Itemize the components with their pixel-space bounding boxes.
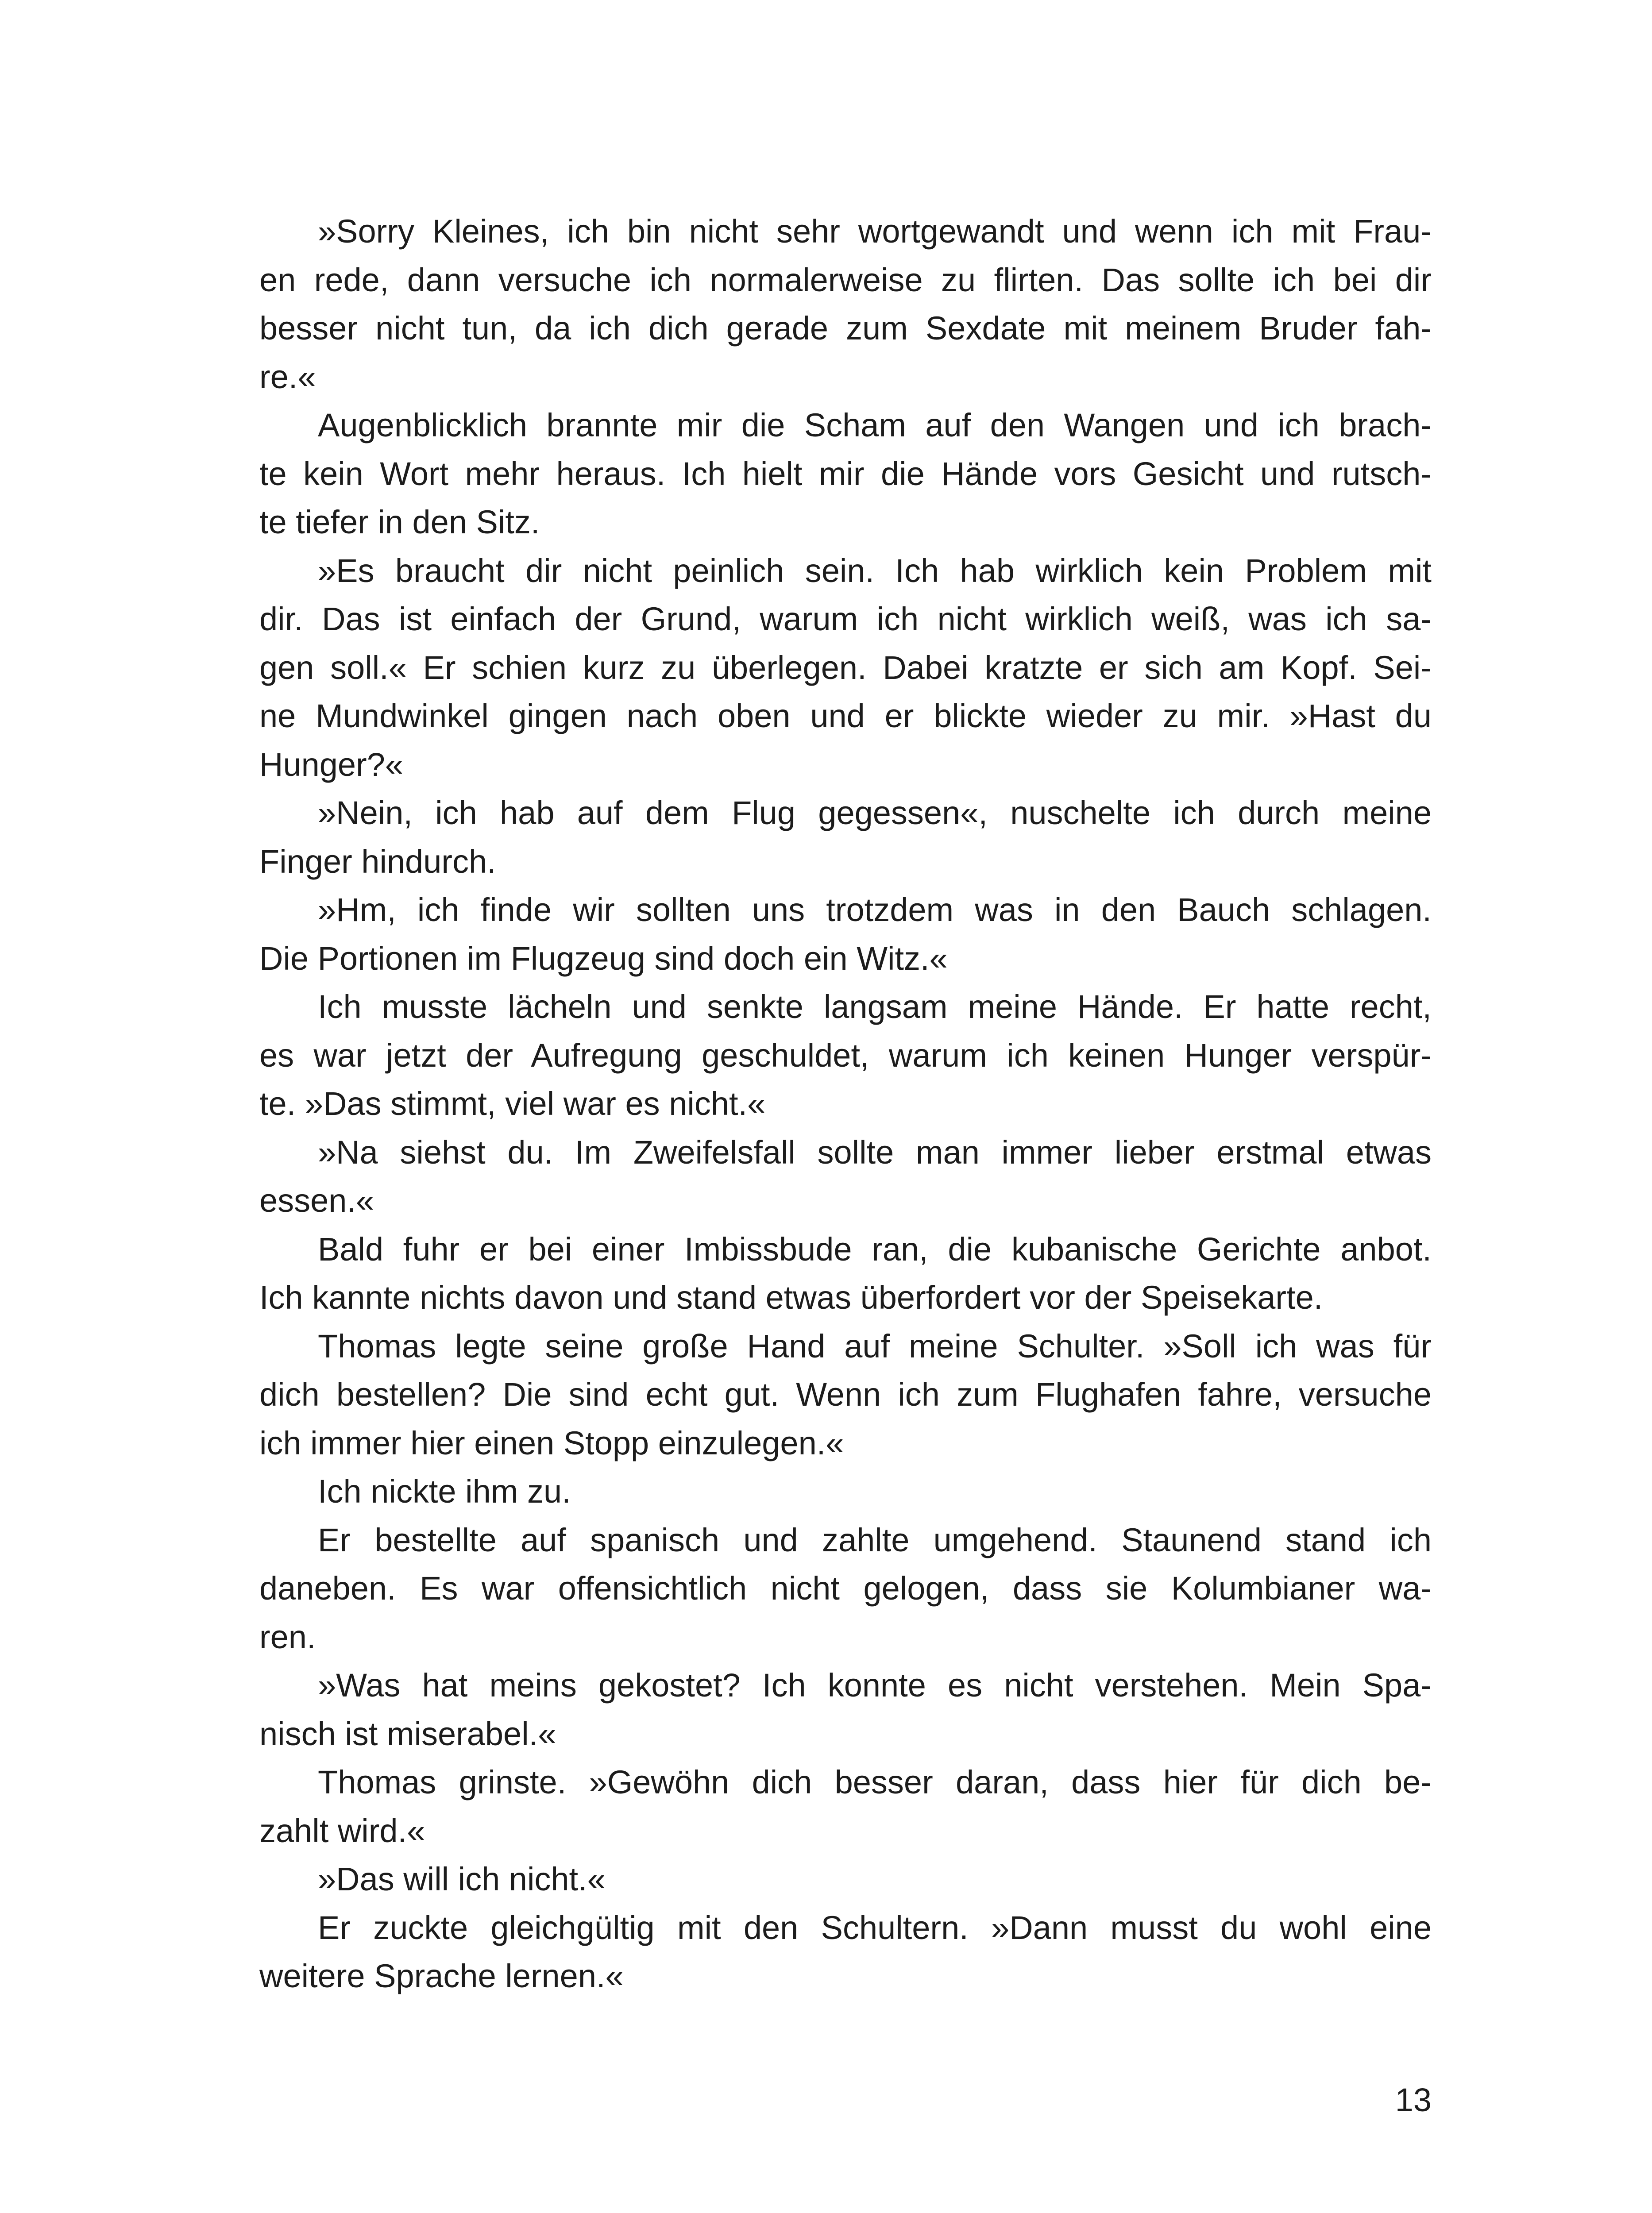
text-line: gen soll.« Er schien kurz zu überlegen. Dabei kratzte er sich am Kopf. Sei- — [259, 649, 1432, 686]
body-text — [259, 207, 1432, 2001]
paragraph — [259, 547, 1432, 789]
text-line: Er bestellte auf spanisch und zahlte umgehend. Staunend stand ich — [318, 1521, 1432, 1558]
text-line: te. »Das stimmt, viel war es nicht.« — [259, 1085, 766, 1122]
text-line: »Nein, ich hab auf dem Flug gegessen«, nuschelte ich durch meine — [318, 794, 1432, 831]
text-line: »Es braucht dir nicht peinlich sein. Ich hab wirklich kein Problem mit — [318, 552, 1432, 589]
text-line: »Was hat meins gekostet? Ich konnte es nicht verstehen. Mein Spa- — [318, 1667, 1432, 1704]
paragraph — [259, 401, 1432, 547]
text-line: Er zuckte gleichgültig mit den Schultern. »Dann musst du wohl eine — [318, 1909, 1432, 1946]
text-line: essen.« — [259, 1182, 374, 1219]
text-line: ren. — [259, 1618, 316, 1655]
text-line: dich bestellen? Die sind echt gut. Wenn ich zum Flughafen fahre, versuche — [259, 1376, 1432, 1413]
text-line: Hunger?« — [259, 746, 404, 783]
text-line: Die Portionen im Flugzeug sind doch ein Witz.« — [259, 940, 948, 977]
paragraph — [259, 1225, 1432, 1322]
text-line: es war jetzt der Aufregung geschuldet, warum ich keinen Hunger verspür- — [259, 1037, 1432, 1074]
text-line: ich immer hier einen Stopp einzulegen.« — [259, 1424, 844, 1461]
text-line: Ich nickte ihm zu. — [318, 1473, 571, 1510]
text-line: Augenblicklich brannte mir die Scham auf den Wangen und ich brach- — [318, 407, 1432, 443]
text-line: en rede, dann versuche ich normalerweise zu flirten. Das sollte ich bei dir — [259, 261, 1432, 298]
text-line: ne Mundwinkel gingen nach oben und er blickte wieder zu mir. »Hast du — [259, 698, 1432, 734]
paragraph — [259, 1128, 1432, 1225]
paragraph — [259, 1516, 1432, 1662]
page-number: 13 — [1395, 2082, 1432, 2118]
text-line: te tiefer in den Sitz. — [259, 504, 540, 540]
paragraph — [259, 886, 1432, 983]
text-line: »Sorry Kleines, ich bin nicht sehr wortgewandt und wenn ich mit Frau- — [318, 213, 1432, 250]
text-line: Ich kannte nichts davon und stand etwas überfordert vor der Speisekarte. — [259, 1279, 1323, 1316]
text-line: weitere Sprache lernen.« — [259, 1958, 624, 1994]
text-line: Thomas legte seine große Hand auf meine Schulter. »Soll ich was für — [318, 1327, 1432, 1365]
paragraph — [259, 789, 1432, 886]
text-line: zahlt wird.« — [259, 1812, 425, 1849]
paragraph — [259, 983, 1432, 1128]
paragraph — [259, 1661, 1432, 1758]
paragraph — [259, 207, 1432, 401]
text-line: Ich musste lächeln und senkte langsam meine Hände. Er hatte recht, — [318, 988, 1432, 1025]
text-line: daneben. Es war offensichtlich nicht gelogen, dass sie Kolumbianer wa- — [259, 1570, 1432, 1607]
paragraph — [259, 1467, 1432, 1516]
text-line: »Hm, ich finde wir sollten uns trotzdem was in den Bauch schlagen. — [318, 891, 1432, 928]
paragraph — [259, 1855, 1432, 1904]
paragraph — [259, 1904, 1432, 2001]
text-line: »Das will ich nicht.« — [318, 1861, 606, 1897]
text-line: besser nicht tun, da ich dich gerade zum Sexdate mit meinem Bruder fah- — [259, 310, 1432, 347]
text-line: dir. Das ist einfach der Grund, warum ich nicht wirklich weiß, was ich sa- — [259, 601, 1432, 637]
text-line: Bald fuhr er bei einer Imbissbude ran, die kubanische Gerichte anbot. — [318, 1230, 1432, 1268]
text-line: nisch ist miserabel.« — [259, 1715, 556, 1752]
paragraph — [259, 1322, 1432, 1468]
text-line: Finger hindurch. — [259, 843, 496, 880]
text-line: re.« — [259, 358, 316, 395]
paragraph — [259, 1758, 1432, 1855]
text-line: Thomas grinste. »Gewöhn dich besser daran, dass hier für dich be- — [318, 1764, 1432, 1800]
text-line: »Na siehst du. Im Zweifelsfall sollte man immer lieber erstmal etwas — [318, 1133, 1432, 1171]
text-line: te kein Wort mehr heraus. Ich hielt mir die Hände vors Gesicht und rutsch- — [259, 455, 1432, 492]
